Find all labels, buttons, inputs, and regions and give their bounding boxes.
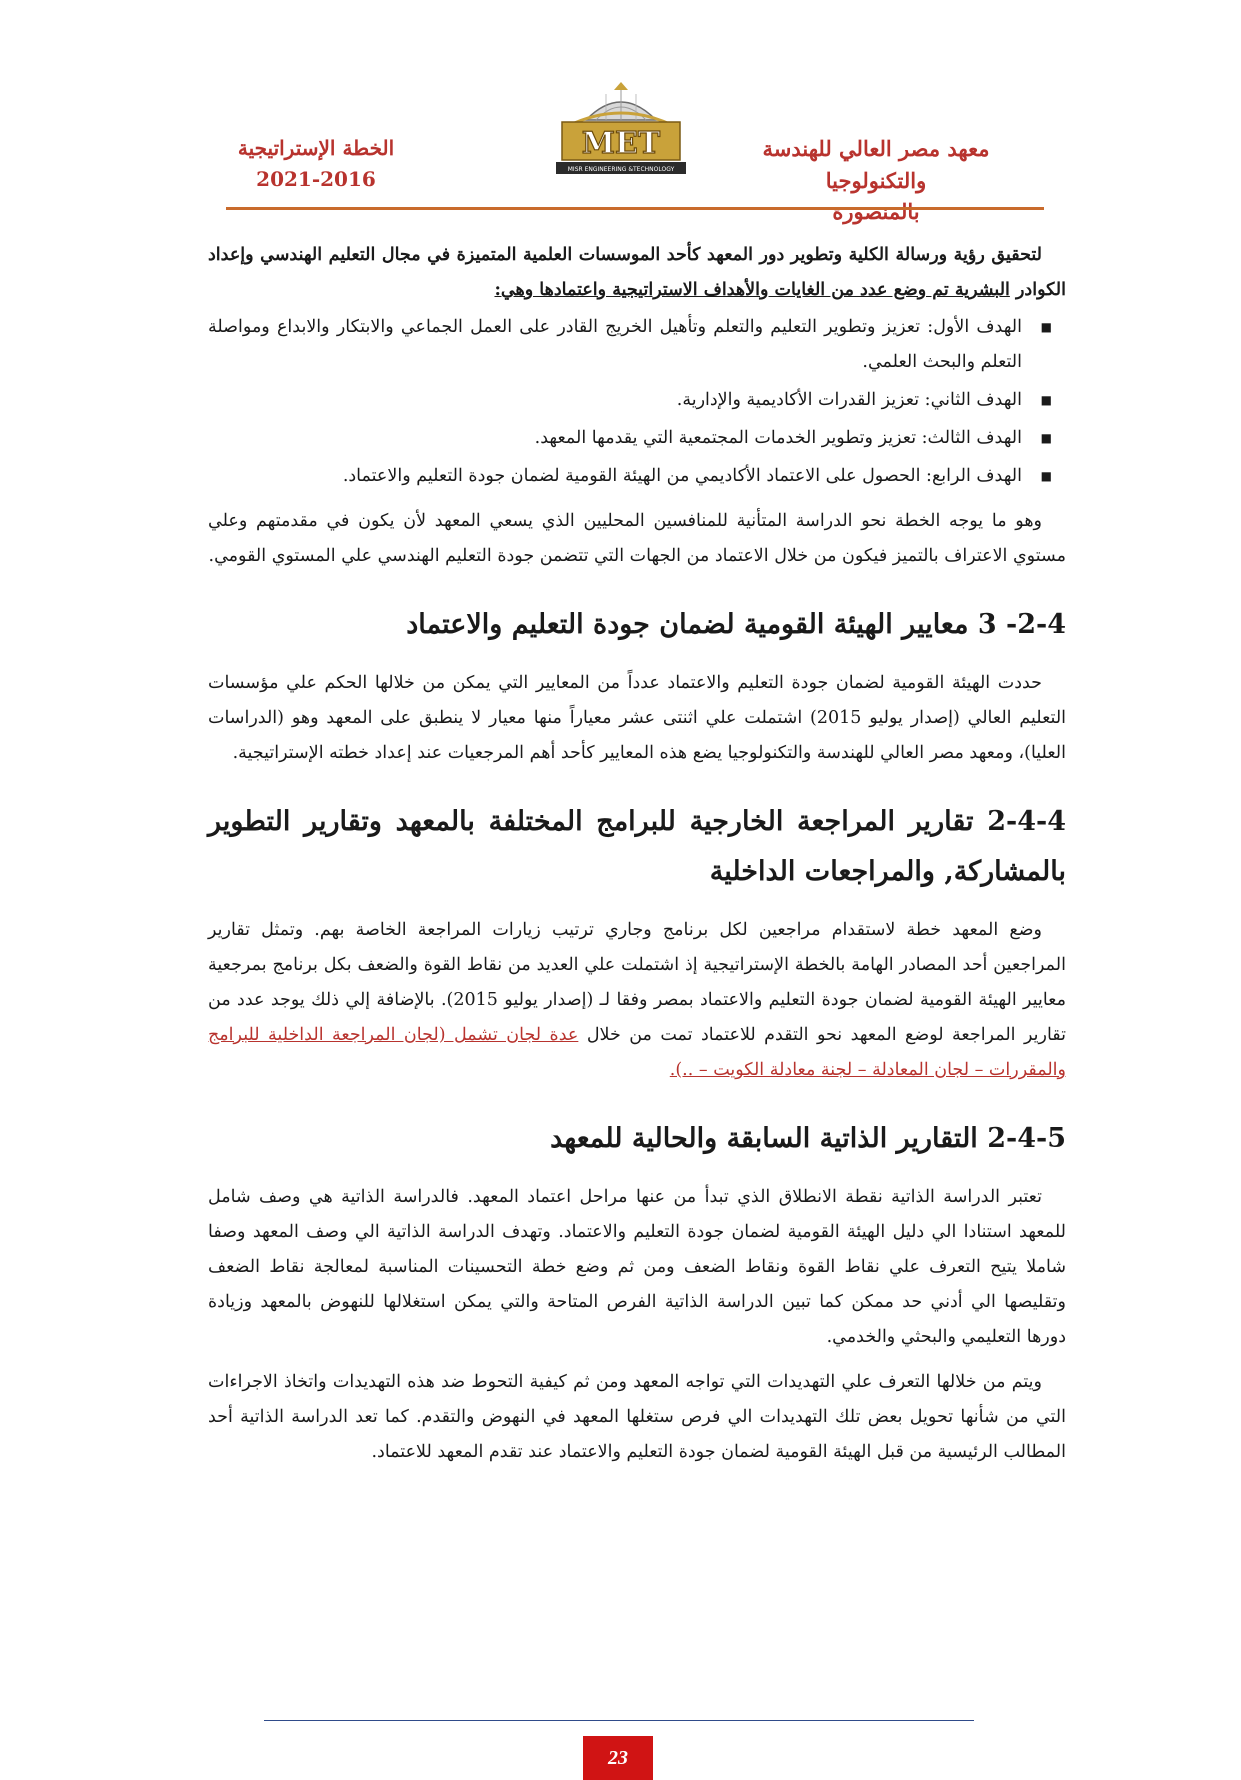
plan-title: الخطة الإستراتيجية xyxy=(237,136,395,160)
goal-text: الهدف الثالث: تعزيز وتطوير الخدمات المجتمعية التي يقدمها المعهد. xyxy=(534,428,1022,448)
goal-item xyxy=(208,459,1052,494)
intro-text: لتحقيق رؤية ورسالة الكلية وتطوير دور المعهد كأحد الموسسات العلمية المتميزة في مجال التعليم الهندسي وإعداد الكوادر xyxy=(208,245,1066,300)
section-heading-external-reviews: 2-4-4 تقارير المراجعة الخارجية للبرامج المختلفة بالمعهد وتقارير التطوير بالمشاركة, والمراجعات الداخلية xyxy=(208,806,1066,887)
section-heading-self-studies: 2-4-5 التقارير الذاتية السابقة والحالية للمعهد xyxy=(550,1123,1066,1154)
goal-text: الهدف الرابع: الحصول على الاعتماد الأكاديمي من الهيئة القومية لضمان جودة التعليم والاعتماد. xyxy=(342,466,1022,486)
external-reviews-text: وضع المعهد خطة لاستقدام مراجعين لكل برنامج وجاري ترتيب زيارات المراجعة الخاصة بهم. وتمثل تقارير المراجعين أحد المصادر الهامة بالخطة الإستراتيجية إذ اشتملت علي العديد من نقاط القوة والضعف بكل برنامج بمرجعية معايير الهيئة القومية لضمان جودة التعليم والاعتماد بمصر وفقا لـ (إصدار يوليو 2015). بالإضافة إلي ذلك يوجد عدد من تقارير المراجعة لوضع المعهد نحو التقدم للاعتماد تمت من خلال xyxy=(208,920,1066,1045)
goal-text: الهدف الثاني: تعزيز القدرات الأكاديمية والإدارية. xyxy=(676,390,1022,410)
intro-paragraph xyxy=(208,238,1066,308)
institute-name-line1: معهد مصر العالي للهندسة والتكنولوجيا xyxy=(762,136,990,193)
goal-text: الهدف الأول: تعزيز وتطوير التعليم والتعلم وتأهيل الخريج القادر على العمل الجماعي والابتكار والابداع ومواصلة التعلم والبحث العلمي. xyxy=(208,317,1022,372)
met-logo xyxy=(548,82,694,180)
standards-paragraph: حددت الهيئة القومية لضمان جودة التعليم والاعتماد عدداً من المعايير التي يمكن من خلالها الحكم علي مؤسسات التعليم العالي (إصدار يوليو 2015) اشتملت علي اثنتى عشر معياراً منها معيار لا ينطبق على المعهد وهو (الدراسات العليا)، ومعهد مصر العالي للهندسة والتكنولوجيا يضع هذه المعايير كأحد أهم المرجعيات عند إعداد خطته الإستراتيجية. xyxy=(208,673,1067,763)
committees-highlight: عدة لجان تشمل (لجان المراجعة الداخلية للبرامج والمقررات – لجان المعادلة – لجنة معادلة الكويت – ..). xyxy=(208,1025,1066,1080)
page-header xyxy=(0,0,1241,224)
square-bullet-icon: ■ xyxy=(1040,393,1052,407)
goal-item xyxy=(208,421,1052,456)
header-divider xyxy=(226,207,1044,210)
institute-name xyxy=(711,133,1041,228)
goal-item xyxy=(208,310,1052,380)
square-bullet-icon: ■ xyxy=(1040,431,1052,445)
section-heading-standards: 2-4- 3 معايير الهيئة القومية لضمان جودة التعليم والاعتماد xyxy=(406,609,1066,640)
external-reviews-paragraph xyxy=(208,913,1066,1088)
competition-paragraph: وهو ما يوجه الخطة نحو الدراسة المتأنية للمنافسين المحليين الذي يسعي المعهد لأن يكون في مقدمتهم وعلي مستوي الاعتراف بالتميز فيكون من خلال الاعتماد من الجهات التي تتضمن جودة التعليم الهندسي علي المستوي القومي. xyxy=(208,511,1066,566)
institute-name-line2: بالمنصورة xyxy=(832,199,920,224)
plan-years: 2021-2016 xyxy=(256,167,376,191)
logo-subtext: MISR ENGINEERING &TECHNOLOGY xyxy=(567,166,675,173)
logo-letters: MET xyxy=(581,126,661,161)
square-bullet-icon: ■ xyxy=(1040,469,1052,483)
page-content xyxy=(208,238,1066,1470)
goals-list xyxy=(208,310,1066,494)
goal-item xyxy=(208,383,1052,418)
self-study-paragraph-1: تعتبر الدراسة الذاتية نقطة الانطلاق الذي تبدأ من عنها مراحل اعتماد المعهد. فالدراسة الذاتية هي وصف شامل للمعهد استنادا الي دليل الهيئة القومية لضمان جودة التعليم والاعتماد. وتهدف الدراسة الذاتية الي وصف المعهد وصفا شاملا يتيح التعرف علي نقاط القوة ونقاط الضعف ومن ثم وضع خطة التحسينات المناسبة لمعالجة نقاط الضعف وتقليصها الي أدني حد ممكن كما تبين الدراسة الذاتية الفرص المتاحة والتي يمكن استغلالها للنهوض بالمعهد وزيادة دورها التعليمي والبحثي والخدمي. xyxy=(208,1187,1066,1347)
square-bullet-icon: ■ xyxy=(1040,320,1052,334)
plan-title-block xyxy=(236,133,396,195)
page-number: 23 xyxy=(583,1736,653,1780)
footer-divider xyxy=(264,1720,974,1721)
self-study-paragraph-2: ويتم من خلالها التعرف علي التهديدات التي تواجه المعهد ومن ثم كيفية التحوط ضد هذه التهديدات واتخاذ الاجراءات التي من شأنها تحويل بعض تلك التهديدات الي فرص ستغلها المعهد في النهوض والتقدم. كما تعد الدراسة الذاتية أحد المطالب الرئيسية من قبل الهيئة القومية لضمان جودة التعليم والاعتماد عند تقدم المعهد للاعتماد. xyxy=(208,1372,1066,1462)
intro-text-underlined: البشرية تم وضع عدد من الغايات والأهداف الاستراتيجية واعتمادها وهي: xyxy=(494,280,1010,300)
